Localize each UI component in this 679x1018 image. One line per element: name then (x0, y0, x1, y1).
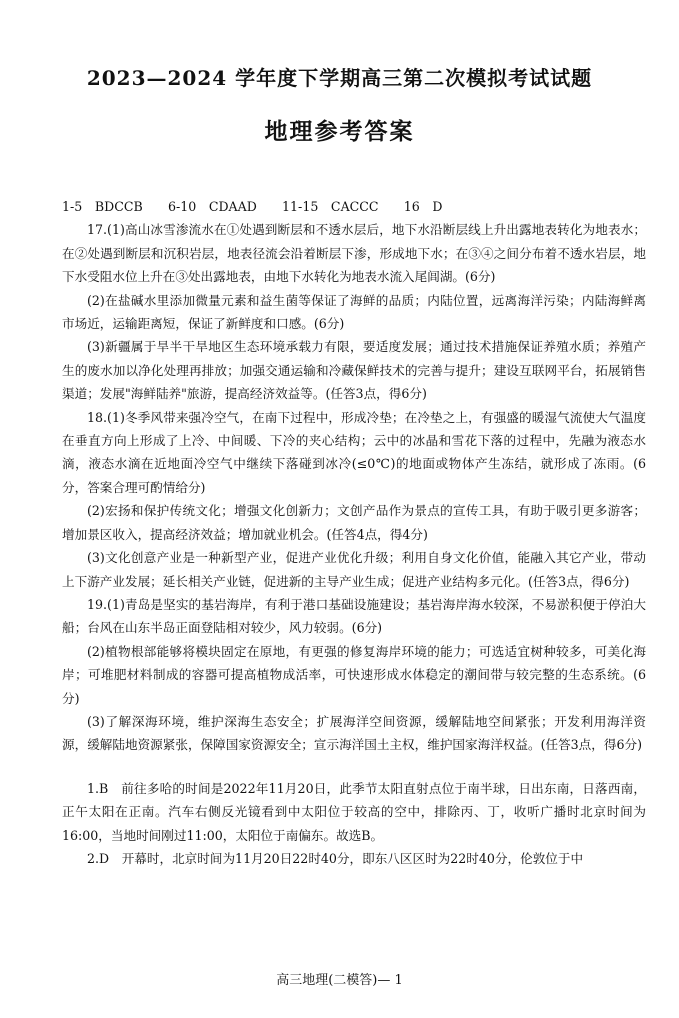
answer-19-1: 19.(1)青岛是坚实的基岩海岸，有利于港口基础设施建设；基岩海岸海水较深，不易淤积便于停泊大船；台风在山东半岛正面登陆相对较少，风力较弱。(6分) (62, 596, 646, 636)
answer-19-3: (3)了解深海环境，维护深海生态安全；扩展海洋空间资源，缓解陆地空间紧张；开发利用海洋资源，缓解陆地资源紧张，保障国家资源安全；宣示海洋国土主权，维护国家海洋权益。(任答3点，得6分) (62, 713, 646, 753)
explanation-2: 2.D 开幕时，北京时间为11月20日22时40分，即东八区区时为22时40分，伦敦位于中 (87, 850, 584, 866)
page-subtitle: 地理参考答案 (264, 118, 415, 145)
answer-content (62, 195, 646, 870)
answer-18-2: (2)宏扬和保护传统文化；增强文化创新力；文创产品作为景点的宣传工具，有助于吸引更多游客；增加景区收入，提高经济效益；增加就业机会。(任答4点，得4分) (62, 503, 646, 542)
answer-17-2: (2)在盐碱水里添加微量元素和益生菌等保证了海鲜的品质；内陆位置，远离海洋污染；内陆海鲜离市场近，运输距离短，保证了新鲜度和口感。(6分) (62, 292, 646, 332)
answer-17-3: (3)新疆属于旱半干旱地区生态环境承载力有限，要适度发展；通过技术措施保证养殖水质；养殖产生的废水加以净化处理再排放；加强交通运输和冷藏保鲜技术的完善与提升；建设互联网平台，拓展销售渠道；发展"海鲜陆养"旅游，提高经济效益等。(任答3点，得6分) (62, 339, 646, 402)
answer-18-3: (3)文化创意产业是一种新型产业，促进产业优化升级；利用自身文化价值，能融入其它产业，带动上下游产业发展；延长相关产业链，促进新的主导产业生成；促进产业结构多元化。(任答3点，得6分) (62, 550, 646, 589)
section-gap (62, 757, 646, 777)
multiple-choice-answers: 1-5 BDCCB 6-10 CDAAD 11-15 CACCC 16 D (62, 199, 443, 214)
answer-19-2: (2)植物根部能够将模块固定在原地，有更强的修复海岸环境的能力；可选适宜树种较多，可美化海岸；可堆肥材料制成的容器可提高植物成活率，可快速形成水体稳定的潮间带与较完整的生态系统。(6分) (62, 643, 646, 706)
page-title: 2023—2024 学年度下学期高三第二次模拟考试试题 (86, 66, 593, 90)
page-footer: 高三地理(二模答)— 1 (276, 973, 403, 988)
answer-17-1: 17.(1)高山冰雪渗流水在①处遇到断层和不透水层后，地下水沿断层线上升出露地表转化为地表水；在②处遇到断层和沉积岩层，地表径流会沿着断层下渗，形成地下水；在③④之间分布着不透水岩层，地下水受阻水位上升在③处出露地表，由地下水转化为地表水流入尾闾湖。(6分) (62, 222, 646, 285)
answer-18-1: 18.(1)冬季风带来强冷空气，在南下过程中，形成冷垫；在冷垫之上，有强盛的暖湿气流使大气温度在垂直方向上形成了上冷、中间暖、下冷的夹心结构；云中的冰晶和雪花下落的过程中，先融为液态水滴，液态水滴在近地面冷空气中继续下落碰到冰冷(≤0℃)的地面或物体产生冻结，就形成了冻雨。(6分，答案合理可酌情给分) (62, 409, 646, 495)
explanation-1: 1.B 前往多哈的时间是2022年11月20日，此季节太阳直射点位于南半球，日出东南，日落西南，正午太阳在正南。汽车右侧反光镜看到中太阳位于较高的空中，排除丙、丁，收听广播时北京时间为16:00，当地时间刚过11:00，太阳位于南偏东。故选B。 (62, 780, 646, 843)
